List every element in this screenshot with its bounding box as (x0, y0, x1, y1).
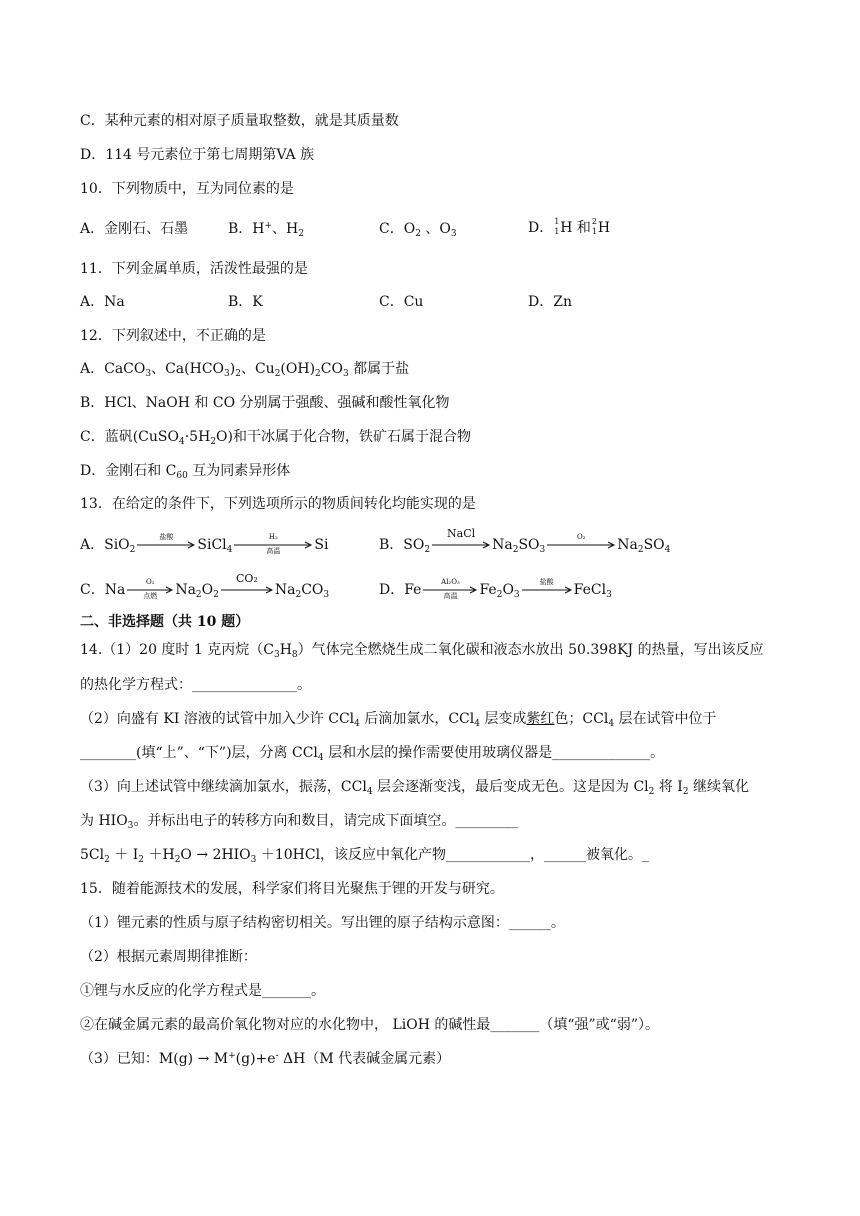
q10-option-c: C．$O_2$ 、$O_3$ (379, 221, 457, 239)
q13-option-d: D．Fe Al₂O₃ 高温 $Fe_2O_3$ 盐酸 FeCl$_3$ (379, 578, 612, 600)
q12-option-a: A．CaCO$_3$、$Ca(HCO_3)_2$、$Cu_2(OH)_2CO_3$ 都属于盐 (80, 361, 410, 379)
q10-option-a: A．金刚石、石墨 (80, 221, 189, 237)
q13-option-a: A．SiO$_2$ 盐酸 SiCl$_4$ H₂ 高温 Si (80, 533, 329, 555)
q10-option-b: B．H+、$H_2$ (228, 221, 304, 239)
q10-option-d: D． 1 1 H 和 2 1 H (528, 217, 611, 236)
q11-option-a: A．Na (80, 294, 125, 310)
q15-part2: （2）根据元素周期律推断： (80, 949, 257, 965)
question-13: 13．在给定的条件下，下列选项所示的物质间转化均能实现的是 (80, 496, 476, 512)
q11-option-c: C．Cu (379, 294, 424, 310)
q14-part1-line1: 14.（1）20 度时 1 克丙烷$(C_3H_8)$气体完全燃烧生成二氧化碳和液态水放出 50.398KJ 的热量，写出该反应 (80, 642, 764, 660)
q14-part1-line2: 的热化学方程式：_______________。 (80, 677, 311, 693)
q14-part3-equation: $5Cl_2 + I_2 +H_2O \to 2HIO_3 +10HCl$，该反应中氧化产物____________，______被氧化。_ (80, 847, 650, 865)
q13-option-c: C．Na O₂ 点燃 $Na_2O_2$ CO₂ $Na_2CO_3$ (80, 572, 330, 600)
question-15: 15．随着能源技术的发展，科学家们将目光聚焦于锂的开发与研究。 (80, 881, 504, 897)
q13-option-b: B．$SO_2$ NaCl $Na_2SO_3$ O₂ $Na_2SO_4$ (379, 527, 671, 555)
q11-option-d: D．Zn (528, 294, 572, 310)
question-11: 11．下列金属单质，活泼性最强的是 (80, 261, 308, 277)
section-2-heading: 二、非选择题（共 10 题） (80, 614, 250, 630)
question-12: 12．下列叙述中，不正确的是 (80, 328, 266, 344)
line-option-d: D．114 号元素位于第七周期第VA 族 (80, 147, 315, 163)
q12-option-d: D．金刚石和 $C_{60}$ 互为同素异形体 (80, 463, 291, 481)
q15-part3: （3）已知：M(g) → M+(g)+e- ΔH（M 代表碱金属元素） (80, 1051, 451, 1067)
q12-option-b: B．HCl、NaOH 和 CO 分别属于强酸、强碱和酸性氧化物 (80, 395, 450, 411)
q14-part2-line2: ________(填“上”、“下”)层，分离 CCl$_4$ 层和水层的操作需要使用玻璃仪器是______________。 (80, 745, 665, 763)
q14-part2-line1: （2）向盛有 KI 溶液的试管中加入少许 CCl$_4$ 后滴加氯水，CCl$_4$ 层变成紫红色；CCl$_4$ 层在试管中位于 (80, 711, 717, 729)
q15-part2-a: ①锂与水反应的化学方程式是_______。 (80, 983, 325, 999)
q15-part1: （1）锂元素的性质与原子结构密切相关。写出锂的原子结构示意图：______。 (80, 915, 565, 931)
line-option-c: C．某种元素的相对原子质量取整数，就是其质量数 (80, 113, 399, 129)
q11-option-b: B．K (228, 294, 263, 310)
q14-part3-line1: （3）向上述试管中继续滴加氯水，振荡，CCl$_4$ 层会逐渐变浅，最后变成无色。这是因为 $Cl_2$ 将 $I_2$ 继续氧化 (80, 779, 749, 797)
q15-part2-b: ②在碱金属元素的最高价氧化物对应的水化物中， LiOH 的碱性最_______（填“强”或“弱”）。 (80, 1017, 659, 1033)
question-10: 10．下列物质中，互为同位素的是 (80, 181, 294, 197)
q14-part3-line2: 为 $HIO_3$。并标出电子的转移方向和数目，请完成下面填空。_________ (80, 813, 519, 831)
q12-option-c: C．蓝矾$(CuSO_4\cdot 5H_2O)$和干冰属于化合物，铁矿石属于混合物 (80, 429, 471, 447)
